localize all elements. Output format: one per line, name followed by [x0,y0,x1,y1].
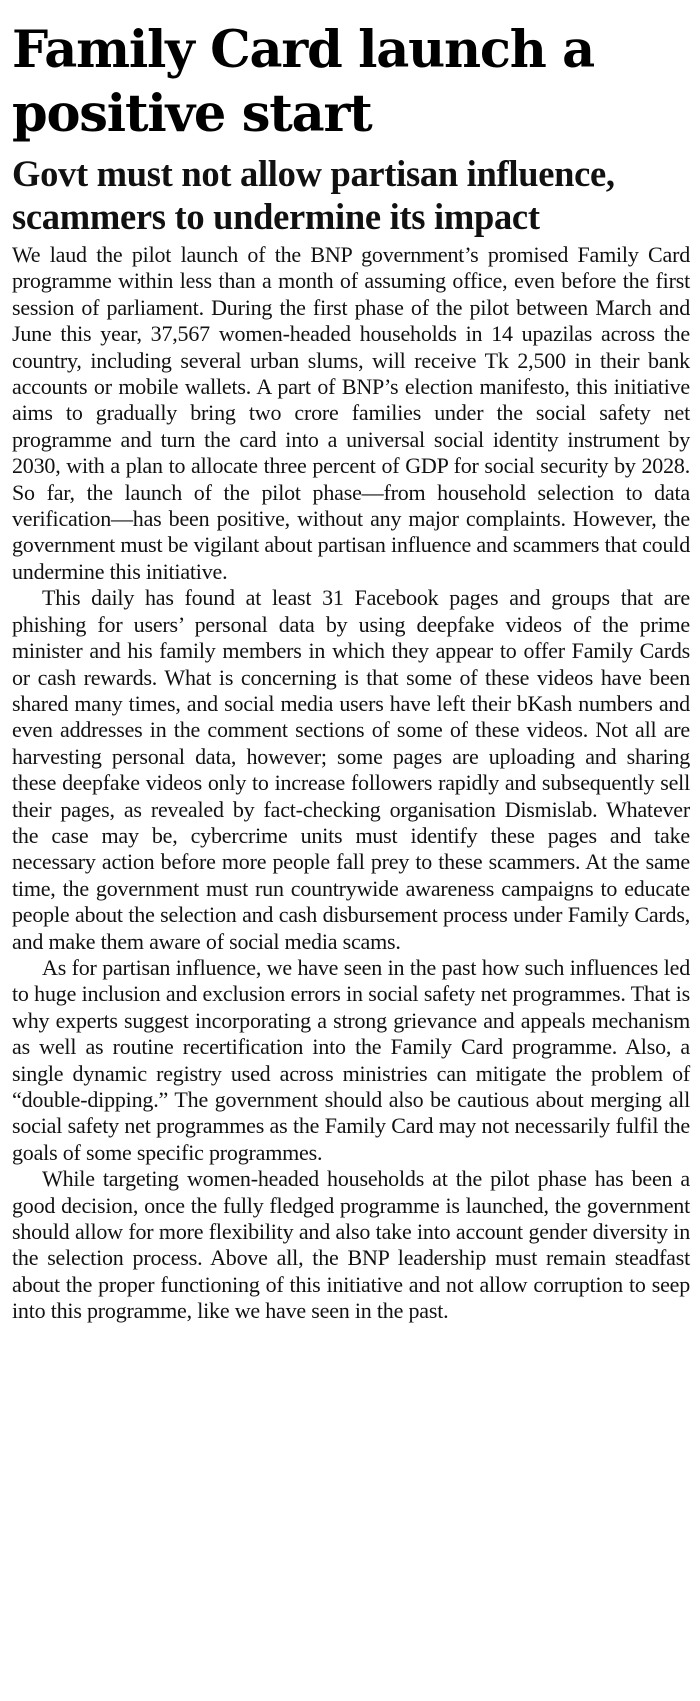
article-paragraph-1: We laud the pilot launch of the BNP government’s promised Family Card programme within less than a month of assuming office, even before the first session of parliament. During the first phase of the pilot between March and June this year, 37,567 women-headed households in 14 upazilas across the country, including several urban slums, will receive Tk 2,500 in their bank accounts or mobile wallets. A part of BNP’s election manifesto, this initiative aims to gradually bring two crore families under the social safety net programme and turn the card into a universal social identity instrument by 2030, with a plan to allocate three percent of GDP for social security by 2028. So far, the launch of the pilot phase—from household selection to data verification—has been positive, without any major complaints. However, the government must be vigilant about partisan influence and scammers that could undermine this initiative. [12,242,690,584]
article-body [12,242,690,1325]
article-subheadline: Govt must not allow partisan influence, scammers to undermine its impact [12,153,615,237]
article-paragraph-3: As for partisan influence, we have seen in the past how such influences led to huge inclusion and exclusion errors in social safety net programmes. That is why experts suggest incorporating a strong grievance and appeals mechanism as well as routine recertification into the Family Card programme. Also, a single dynamic registry used across ministries can mitigate the problem of “double-dipping.” The government should also be cautious about merging all social safety net programmes as the Family Card may not necessarily fulfil the goals of some specific programmes. [12,954,690,1165]
article-paragraph-4: While targeting women-headed households at the pilot phase has been a good decision, once the fully fledged programme is launched, the government should allow for more flexibility and also take into account gender diversity in the selection process. Above all, the BNP leadership must remain steadfast about the proper functioning of this initiative and not allow corruption to seep into this programme, like we have seen in the past. [12,1166,690,1324]
article-paragraph-2: This daily has found at least 31 Facebook pages and groups that are phishing for users’ personal data by using deepfake videos of the prime minister and his family members in which they appear to offer Family Cards or cash rewards. What is concerning is that some of these videos have been shared many times, and social media users have left their bKash numbers and even addresses in the comment sections of some of these videos. Not all are harvesting personal data, however; some pages are uploading and sharing these deepfake videos only to increase followers rapidly and subsequently sell their pages, as revealed by fact-checking organisation Dismislab. Whatever the case may be, cybercrime units must identify these pages and take necessary action before more people fall prey to these scammers. At the same time, the government must run countrywide awareness campaigns to educate people about the selection and cash disbursement process under Family Cards, and make them aware of social media scams. [12,585,690,954]
article-headline: Family Card launch a positive start [12,20,594,144]
